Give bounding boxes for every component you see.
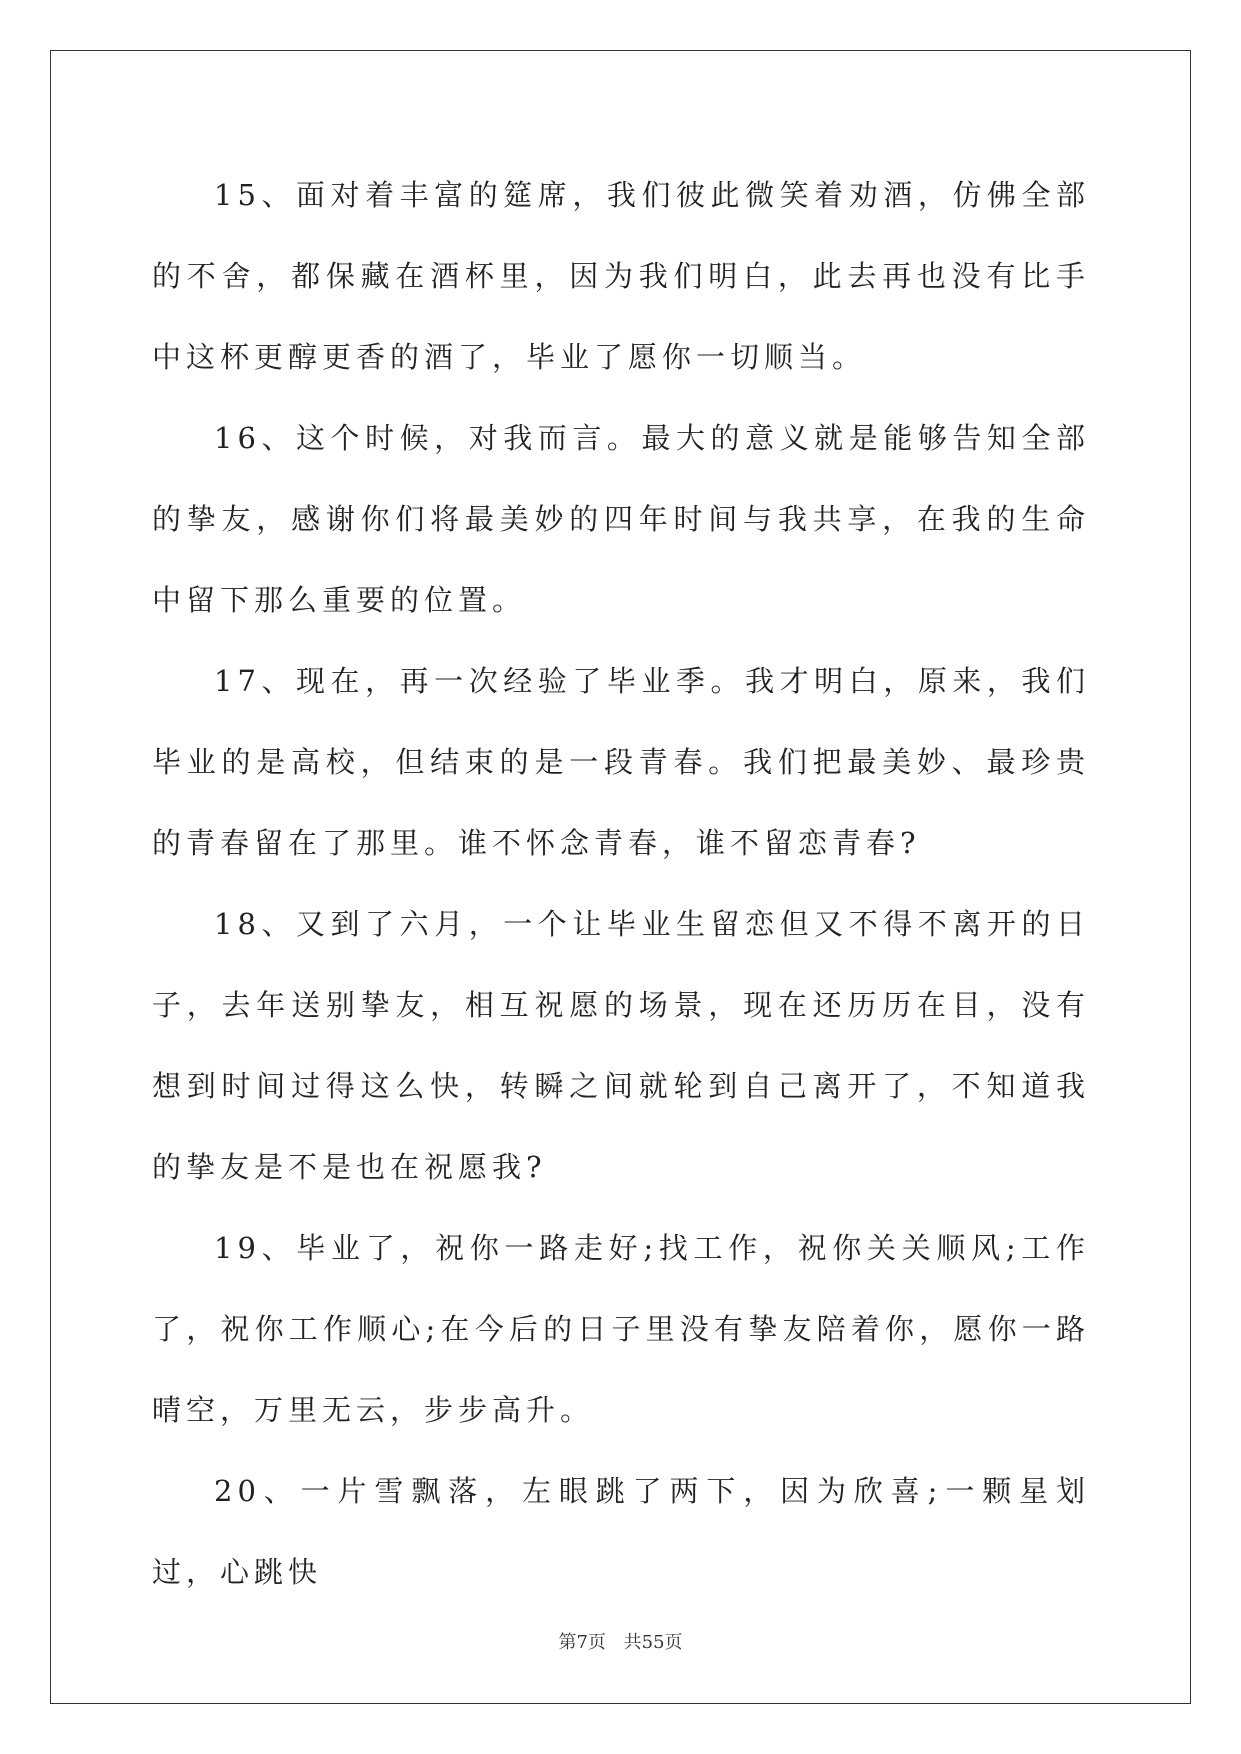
paragraph-20: 20、一片雪飘落，左眼跳了两下，因为欣喜;一颗星划过，心跳快 (152, 1474, 1090, 1589)
paragraph-16: 16、这个时候，对我而言。最大的意义就是能够告知全部的挚友，感谢你们将最美妙的四年时间与我共享，在我的生命中留下那么重要的位置。 (152, 421, 1090, 617)
paragraph-18: 18、又到了六月，一个让毕业生留恋但又不得不离开的日子，去年送别挚友，相互祝愿的场景，现在还历历在目，没有想到时间过得这么快，转瞬之间就轮到自己离开了，不知道我的挚友是不是也在祝愿我? (152, 907, 1090, 1184)
page-total: 共55页 (623, 1632, 683, 1653)
document-body (152, 155, 1090, 1613)
paragraph-15: 15、面对着丰富的筵席，我们彼此微笑着劝酒，仿佛全部的不舍，都保藏在酒杯里，因为我们明白，此去再也没有比手中这杯更醇更香的酒了，毕业了愿你一切顺当。 (152, 178, 1090, 374)
page-number: 第7页 (558, 1632, 606, 1653)
paragraph-17: 17、现在，再一次经验了毕业季。我才明白，原来，我们毕业的是高校，但结束的是一段青春。我们把最美妙、最珍贵的青春留在了那里。谁不怀念青春，谁不留恋青春? (152, 664, 1090, 860)
paragraph-19: 19、毕业了，祝你一路走好;找工作，祝你关关顺风;工作了，祝你工作顺心;在今后的日子里没有挚友陪着你，愿你一路晴空，万里无云，步步高升。 (152, 1231, 1090, 1427)
page-footer (0, 1628, 1241, 1654)
